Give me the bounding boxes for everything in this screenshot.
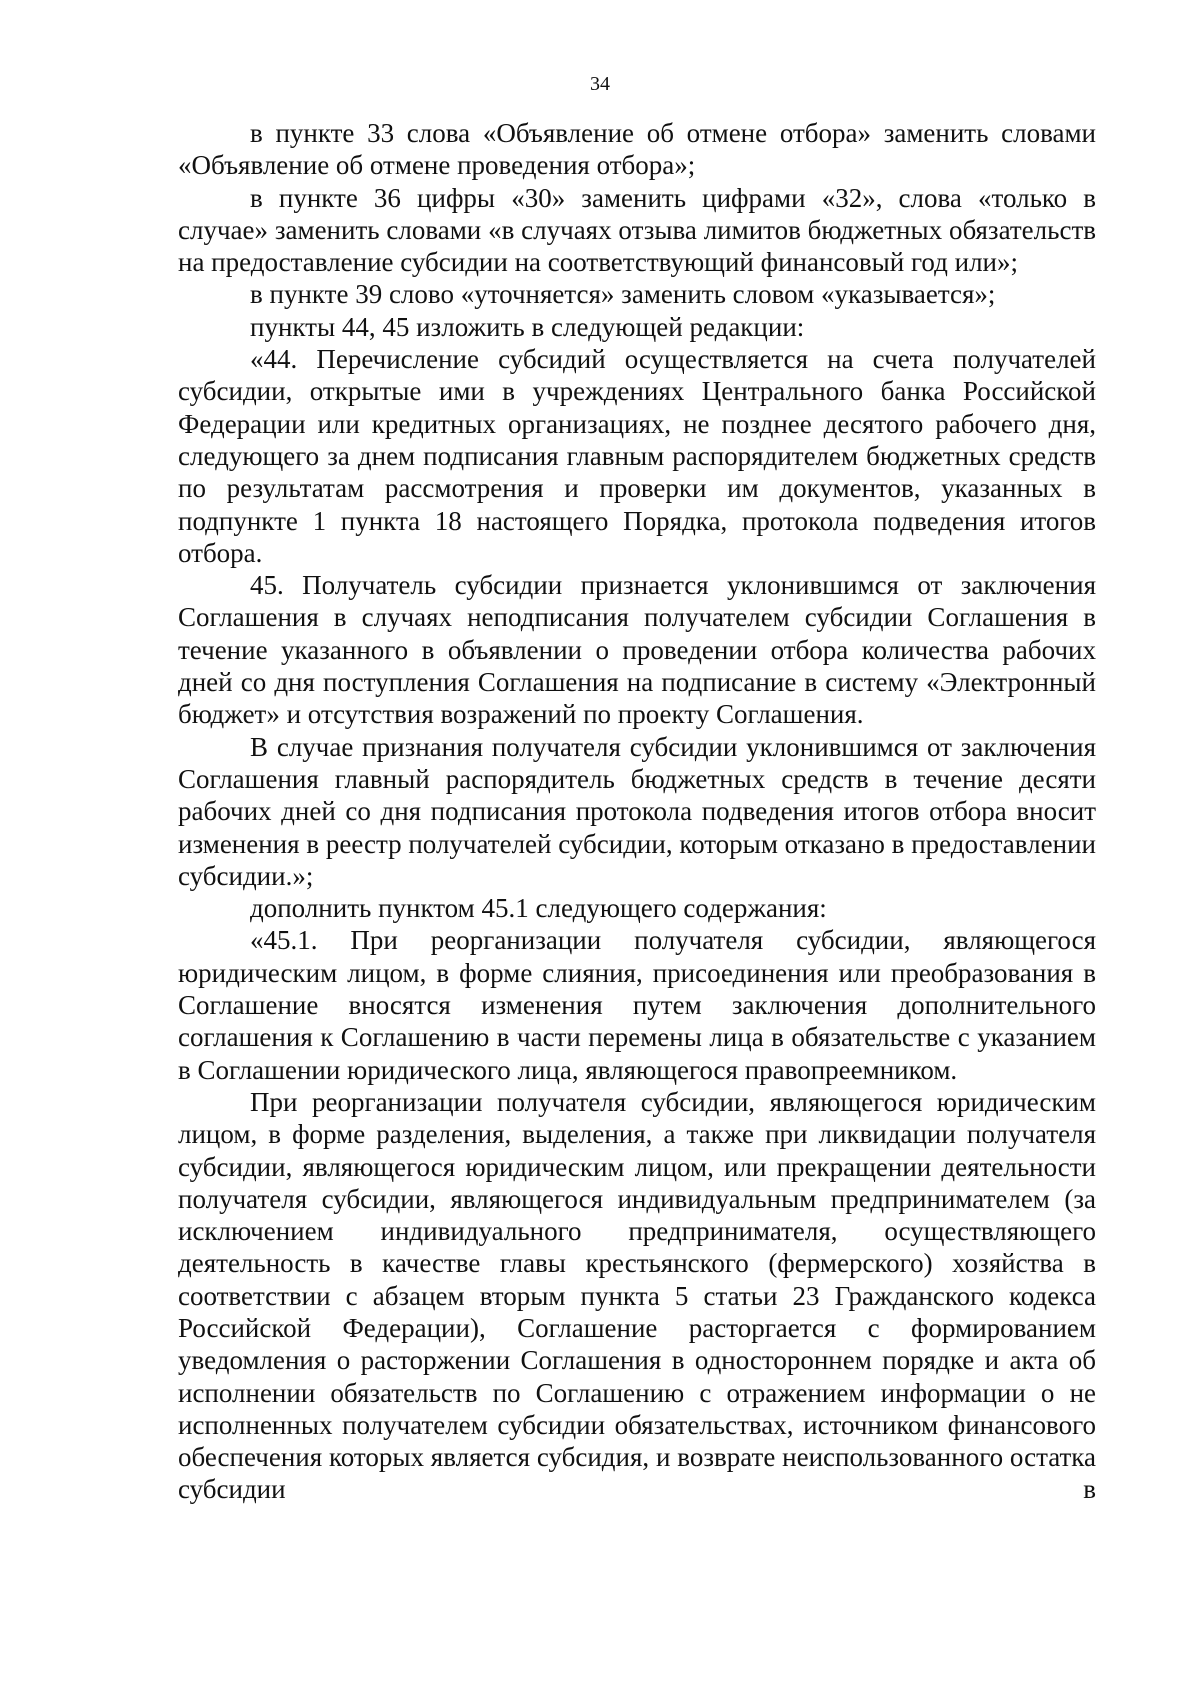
paragraph-2: в пункте 36 цифры «30» заменить цифрами «32», слова «только в случае» заменить словами «в случаях отзыва лимитов бюджетных обязательств на предоставление субсидии на соответствующий финансовый год или»;	[178, 182, 1096, 278]
paragraph-7: В случае признания получателя субсидии уклонившимся от заключения Соглашения главный распорядитель бюджетных средств в течение десяти рабочих дней со дня подписания протокола подведения итогов отбора вносит изменения в реестр получателей субсидии, которым отказано в предоставлении субсидии.»;	[178, 731, 1096, 891]
paragraph-8: дополнить пунктом 45.1 следующего содержания:	[250, 893, 827, 924]
paragraph-4: пункты 44, 45 изложить в следующей редакции:	[250, 311, 805, 342]
paragraph-5: «44. Перечисление субсидий осуществляется на счета получателей субсидии, открытые ими в учреждениях Центрального банка Российской Федерации или кредитных организациях, не позднее десятого рабочего дня, следующего за днем подписания главным распорядителем бюджетных средств по результатам рассмотрения и проверки им документов, указанных в подпункте 1 пункта 18 настоящего Порядка, протокола подведения итогов отбора.	[178, 344, 1096, 568]
paragraph-3: в пункте 39 слово «уточняется» заменить словом «указывается»;	[250, 279, 996, 310]
paragraph-10: При реорганизации получателя субсидии, являющегося юридическим лицом, в форме разделения, выделения, а также при ликвидации получателя субсидии, являющегося юридическим лицом, или прекращении деятельности получателя субсидии, являющегося индивидуальным предпринимателем (за исключением индивидуального предпринимателя, осуществляющего деятельность в качестве главы крестьянского (фермерского) хозяйства в соответствии с абзацем вторым пункта 5 статьи 23 Гражданского кодекса Российской Федерации), Соглашение расторгается с формированием уведомления о расторжении Соглашения в одностороннем порядке и акта об исполнении обязательств по Соглашению с отражением информации о не исполненных получателем субсидии обязательствах, источником финансового обеспечения которых является субсидия, и возврате неиспользованного остатка субсидии в	[178, 1086, 1096, 1505]
paragraph-1: в пункте 33 слова «Объявление об отмене отбора» заменить словами «Объявление об отмене проведения отбора»;	[178, 118, 1096, 181]
paragraph-6: 45. Получатель субсидии признается уклонившимся от заключения Соглашения в случаях неподписания получателем субсидии Соглашения в течение указанного в объявлении о проведении отбора количества рабочих дней со дня поступления Соглашения на подписание в систему «Электронный бюджет» и отсутствия возражений по проекту Соглашения.	[178, 570, 1096, 730]
paragraph-9: «45.1. При реорганизации получателя субсидии, являющегося юридическим лицом, в форме слияния, присоединения или преобразования в Соглашение вносятся изменения путем заключения дополнительного соглашения к Соглашению в части перемены лица в обязательстве с указанием в Соглашении юридического лица, являющегося правопреемником.	[178, 925, 1096, 1085]
page-number: 34	[590, 73, 610, 95]
document-body	[178, 117, 1096, 1506]
